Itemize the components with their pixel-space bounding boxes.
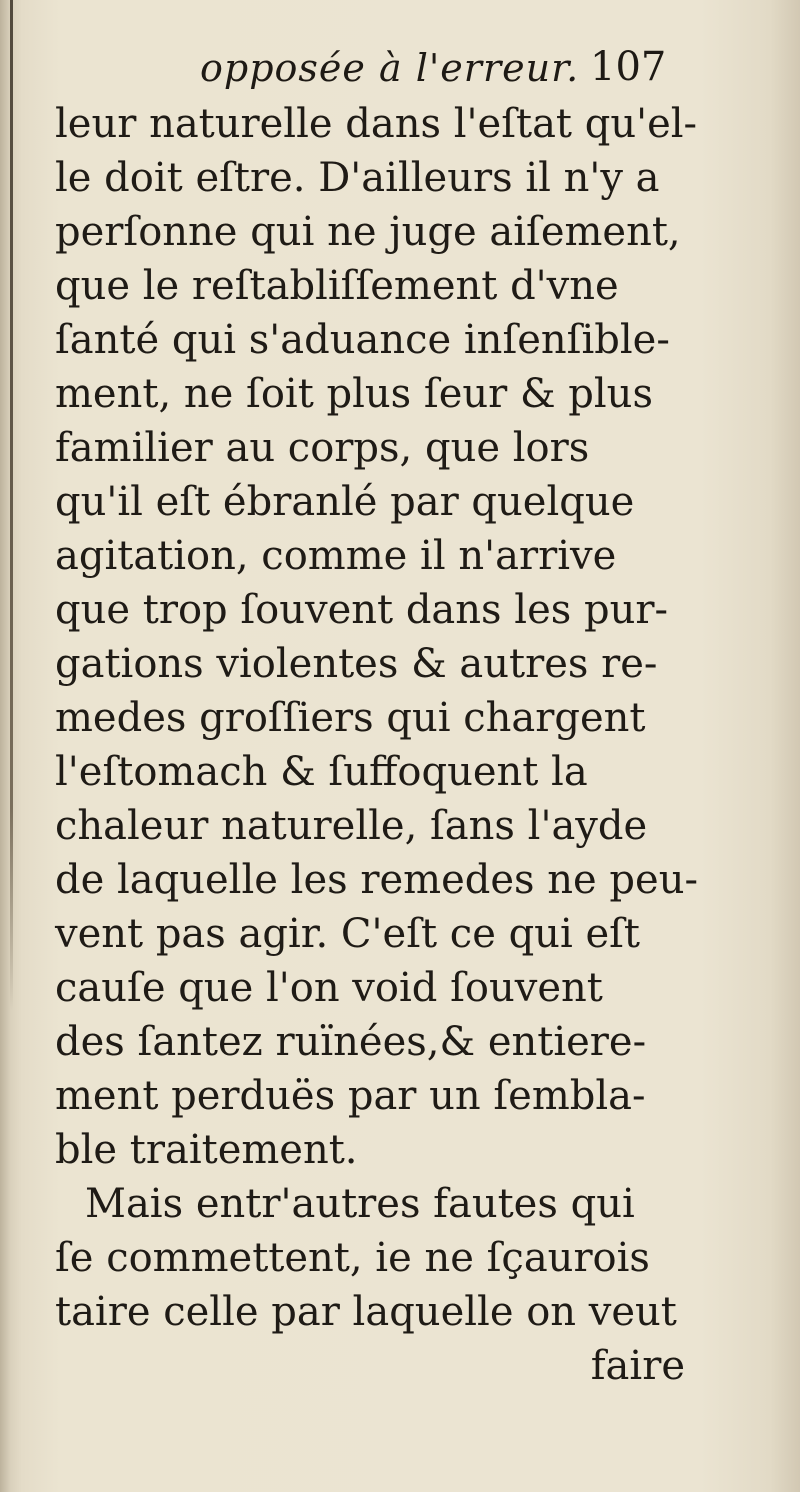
text-line: que trop ſouvent dans les pur- — [55, 587, 668, 633]
text-line: chaleur naturelle, ſans l'ayde — [55, 803, 648, 849]
text-line: qu'il eſt ébranlé par quelque — [55, 479, 635, 525]
text-line: des ſantez ruïnées,& entiere- — [55, 1019, 647, 1065]
page-header — [190, 40, 690, 100]
text-line: familier au corps, que lors — [55, 425, 590, 471]
text-line: gations violentes & autres re- — [55, 641, 658, 687]
text-line: perſonne qui ne juge aiſement, — [55, 209, 681, 255]
text-line: l'eſtomach & ſuffoquent la — [55, 749, 588, 795]
text-line: ble traitement. — [55, 1127, 358, 1173]
text-line: ment, ne ſoit plus ſeur & plus — [55, 371, 653, 417]
binding-edge — [10, 0, 13, 1010]
text-line: agitation, comme il n'arrive — [55, 533, 617, 579]
text-line: leur naturelle dans l'eſtat qu'el- — [55, 101, 698, 147]
page-gutter — [0, 0, 10, 1492]
text-line: le doit eſtre. D'ailleurs il n'y a — [55, 155, 660, 201]
text-line: cauſe que l'on void ſouvent — [55, 965, 603, 1011]
text-line: medes groſſiers qui chargent — [55, 695, 646, 741]
catchword: faire — [590, 1343, 685, 1389]
text-line-paragraph-start: Mais entr'autres fautes qui — [85, 1181, 635, 1227]
text-line: taire celle par laquelle on veut — [55, 1289, 677, 1335]
text-line: que le reſtabliſſement d'vne — [55, 263, 619, 309]
text-line: ſanté qui s'aduance inſenſible- — [55, 317, 670, 363]
page-number: 107 — [590, 44, 667, 90]
text-line: ment perduës par un ſembla- — [55, 1073, 646, 1119]
running-head: opposée à l'erreur. — [200, 46, 580, 90]
text-line: ſe commettent, ie ne ſçaurois — [55, 1235, 650, 1281]
text-line: de laquelle les remedes ne peu- — [55, 857, 698, 903]
text-line: vent pas agir. C'eſt ce qui eſt — [55, 911, 640, 957]
